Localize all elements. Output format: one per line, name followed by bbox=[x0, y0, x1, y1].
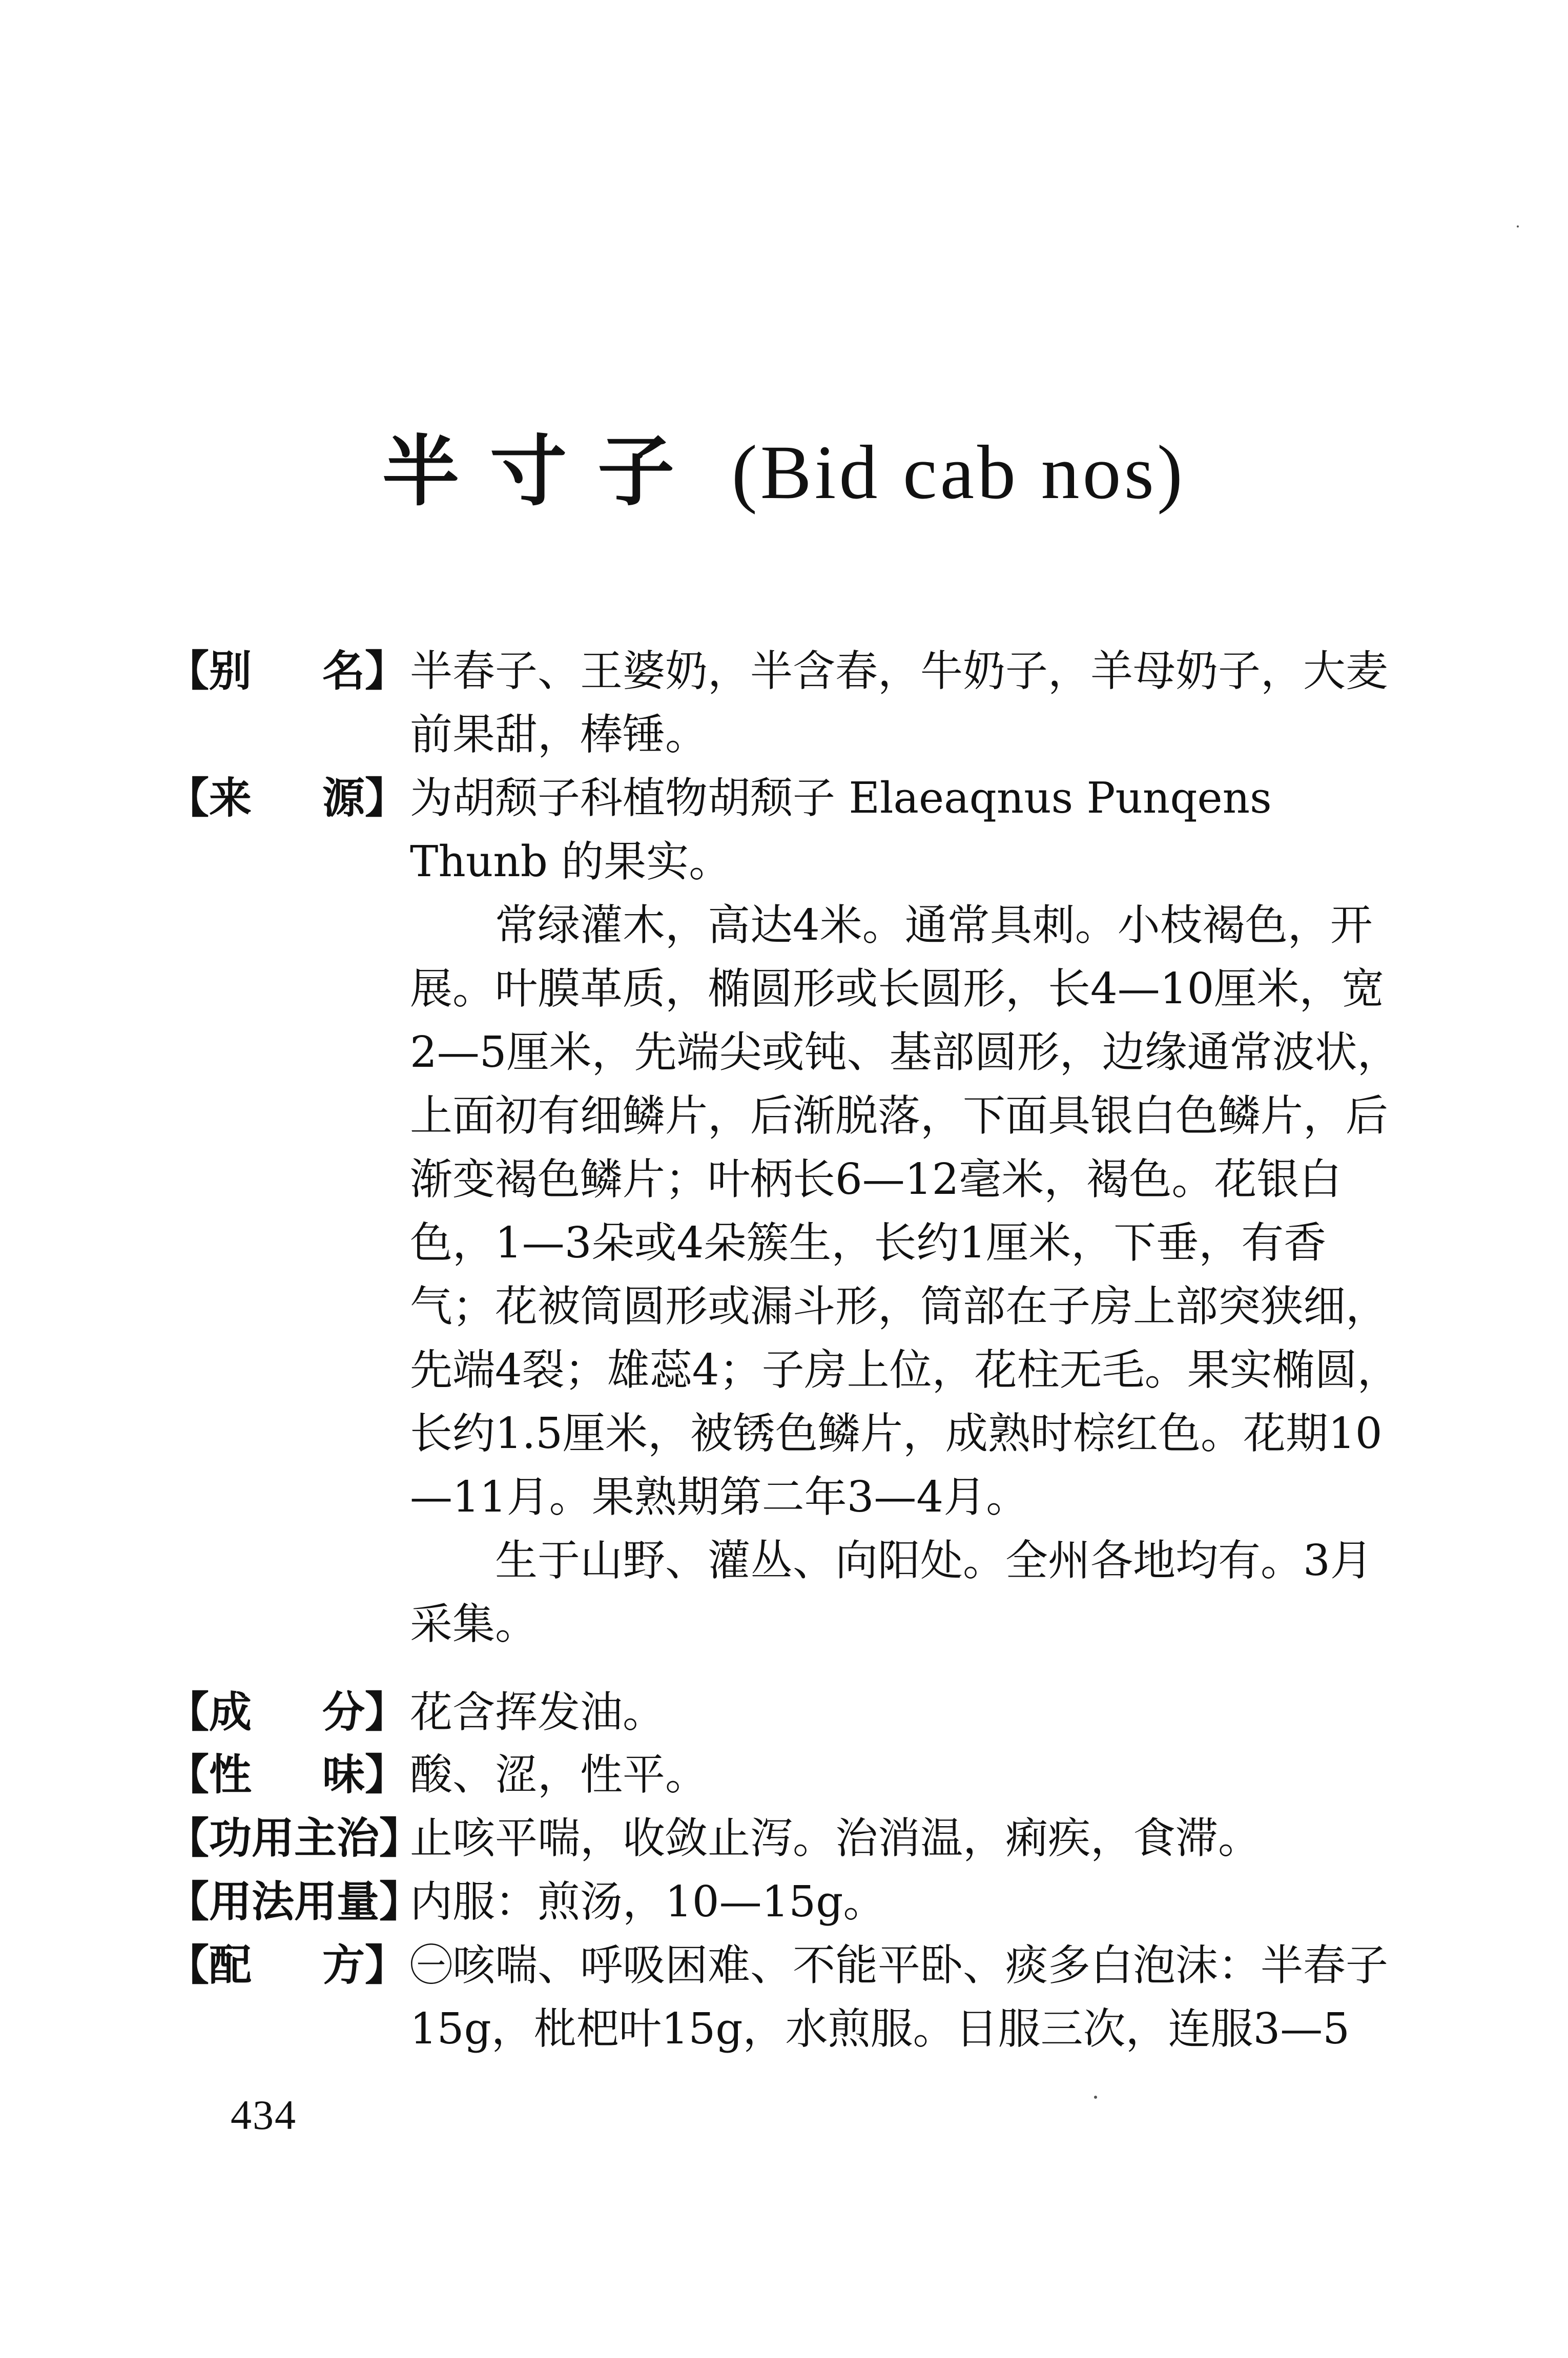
page-number: 434 bbox=[231, 2092, 297, 2138]
label-close: 方】 bbox=[322, 1940, 407, 1990]
entry-label bbox=[167, 1681, 407, 1744]
source-text: 为胡颓子科植物胡颓子 Elaeaqnus Punqens Thunb 的果实。 bbox=[410, 773, 1272, 886]
title-latin: (Bid cab nos) bbox=[731, 430, 1186, 515]
entry-text bbox=[410, 1807, 1407, 1870]
entry-text bbox=[410, 1743, 1407, 1807]
label-open: 【性 bbox=[167, 1750, 252, 1799]
alias-text: 半春子、王婆奶，半含春，牛奶子，羊母奶子，大麦前果甜，棒锤。 bbox=[410, 646, 1388, 759]
entry-text bbox=[410, 767, 1407, 1656]
entry-label bbox=[167, 639, 407, 703]
label-close: 分】 bbox=[322, 1687, 407, 1737]
label-open: 【来 bbox=[167, 773, 252, 823]
taste-text: 酸、涩，性平。 bbox=[410, 1750, 708, 1799]
label-full: 【功用主治】 bbox=[167, 1813, 422, 1863]
entry-label bbox=[167, 1934, 407, 1997]
label-full: 【用法用量】 bbox=[167, 1877, 422, 1927]
title-chinese: 半寸子 bbox=[382, 426, 706, 516]
label-close: 源】 bbox=[322, 773, 407, 823]
entry-text bbox=[410, 1934, 1407, 2061]
entry-text bbox=[410, 639, 1407, 767]
label-close: 名】 bbox=[322, 646, 407, 696]
entry-label bbox=[167, 767, 407, 830]
usage-text: 内服：煎汤，10—15g。 bbox=[410, 1877, 886, 1927]
source-description: 常绿灌木，高达4米。通常具刺。小枝褐色，开展。叶膜革质，椭圆形或长圆形，长4—10厘米，宽2—5厘米，先端尖或钝、基部圆形，边缘通常波状，上面初有细鳞片，后渐脱落，下面具银白色鳞片，后渐变褐色鳞片；叶柄长6—12毫米，褐色。花银白色，1—3朵或4朵簇生，长约1厘米，下垂，有香气；花被筒圆形或漏斗形，筒部在子房上部突狭细，先端4裂；雄蕊4；子房上位，花柱无毛。果实椭圆，长约1.5厘米，被锈色鳞片，成熟时棕红色。花期10—11月。果熟期第二年3—4月。 bbox=[410, 900, 1400, 1522]
formula-text: ㊀咳喘、呼吸困难、不能平卧、痰多白泡沫：半春子15g，枇杷叶15g，水煎服。日服三次，连服3—5 bbox=[410, 1940, 1388, 2054]
entry-label bbox=[167, 1807, 422, 1870]
label-open: 【成 bbox=[167, 1687, 252, 1737]
entry-text bbox=[410, 1681, 1407, 1744]
function-text: 止咳平喘，收敛止泻。治消温，痢疾，食滞。 bbox=[410, 1813, 1261, 1863]
scan-speck bbox=[1517, 225, 1519, 227]
composition-text: 花含挥发油。 bbox=[410, 1687, 665, 1737]
entry-label bbox=[167, 1743, 407, 1807]
entry-text bbox=[410, 1870, 1407, 1934]
label-open: 【配 bbox=[167, 1940, 252, 1990]
entry-label bbox=[167, 1870, 422, 1934]
source-habitat: 生于山野、灌丛、向阳处。全州各地均有。3月采集。 bbox=[410, 1536, 1373, 1649]
scan-speck bbox=[1094, 2096, 1097, 2099]
label-close: 味】 bbox=[322, 1750, 407, 1799]
page-title bbox=[0, 420, 1568, 524]
label-open: 【别 bbox=[167, 646, 252, 696]
